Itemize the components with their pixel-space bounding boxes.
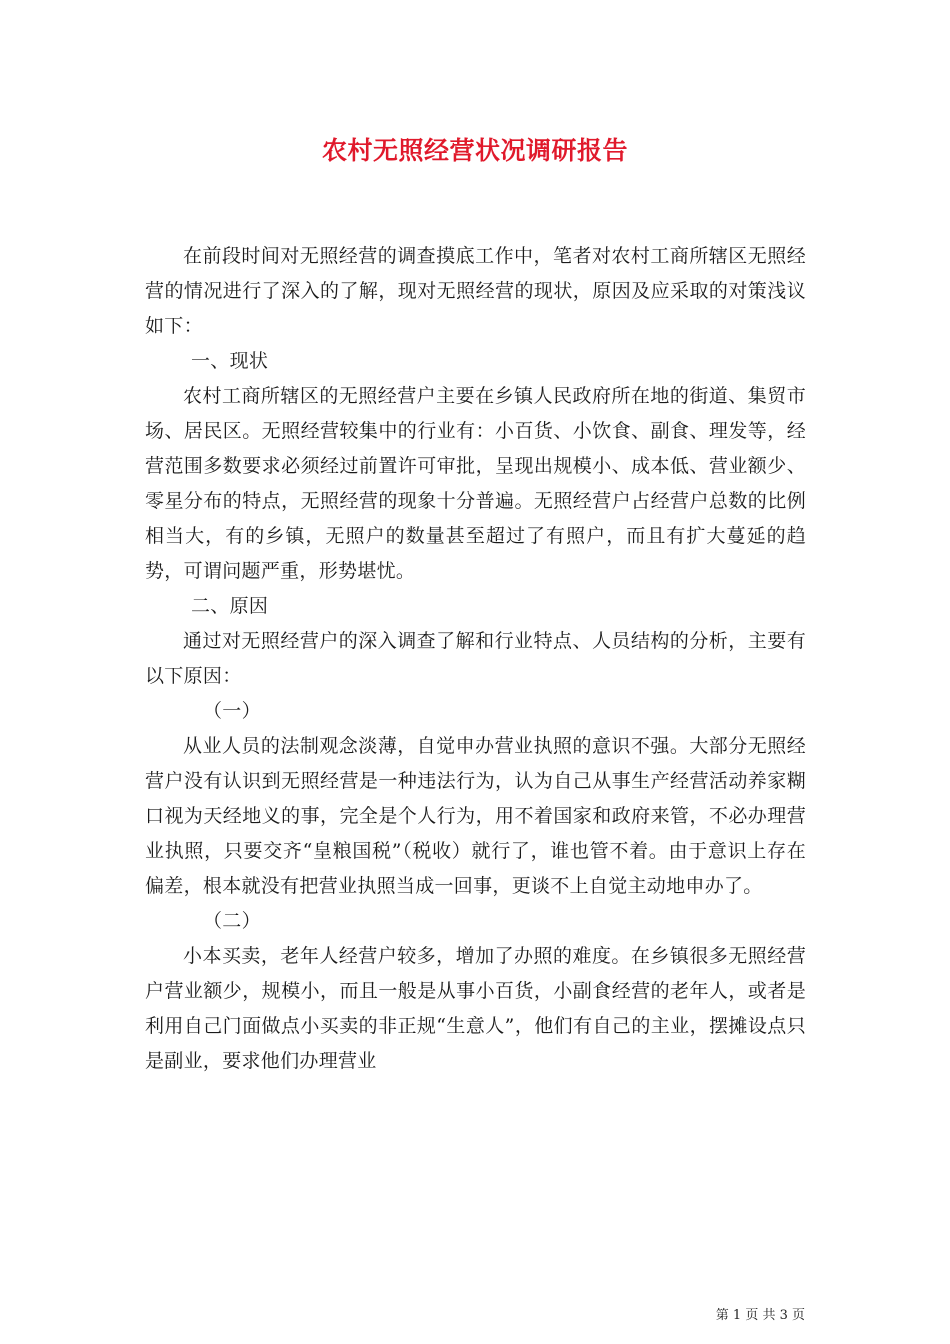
subheading-one: （一） (203, 700, 261, 722)
reason-one-paragraph: 从业人员的法制观念淡薄，自觉申办营业执照的意识不强。大部分无照经营户没有认识到无照经营是一种违法行为，认为自己从事生产经营活动养家糊口视为天经地义的事，完全是个人行为，用不着国家和政府来管，不必办理营业执照，只要交齐“皇粮国税”（税收）就行了，谁也管不着。由于意识上存在偏差，根本就没有把营业执照当成一回事，更谈不上自觉主动地申办了。 (145, 735, 806, 897)
reason-two-paragraph: 小本买卖，老年人经营户较多，增加了办照的难度。在乡镇很多无照经营户营业额少，规模小，而且一般是从事小百货，小副食经营的老年人，或者是利用自己门面做点小买卖的非正规“生意人”，他们有自己的主业，摆摊设点只是副业，要求他们办理营业 (145, 945, 806, 1072)
document-title: 农村无照经营状况调研报告 (321, 136, 628, 165)
reasons-intro-paragraph: 通过对无照经营户的深入调查了解和行业特点、人员结构的分析，主要有以下原因： (145, 630, 806, 687)
document-body (145, 239, 806, 1079)
section-heading-status: 一、现状 (191, 350, 269, 372)
intro-paragraph: 在前段时间对无照经营的调查摸底工作中，笔者对农村工商所辖区无照经营的情况进行了深入的了解，现对无照经营的现状，原因及应采取的对策浅议如下： (145, 245, 806, 337)
subheading-two: （二） (203, 910, 261, 932)
page-number: 第 1 页 共 3 页 (715, 1308, 805, 1323)
section-heading-reasons: 二、原因 (191, 595, 269, 617)
status-paragraph: 农村工商所辖区的无照经营户主要在乡镇人民政府所在地的街道、集贸市场、居民区。无照经营较集中的行业有：小百货、小饮食、副食、理发等，经营范围多数要求必须经过前置许可审批，呈现出规模小、成本低、营业额少、零星分布的特点，无照经营的现象十分普遍。无照经营户占经营户总数的比例相当大，有的乡镇，无照户的数量甚至超过了有照户，而且有扩大蔓延的趋势，可谓问题严重，形势堪忧。 (145, 385, 806, 582)
